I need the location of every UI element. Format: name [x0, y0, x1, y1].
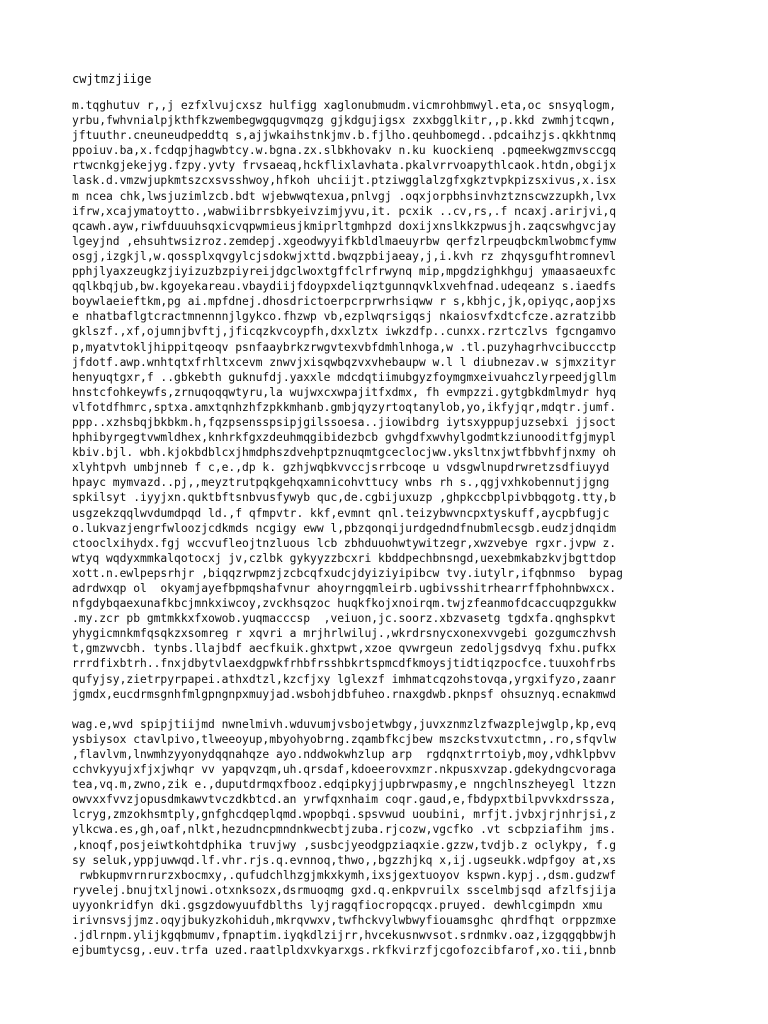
document-body [72, 98, 696, 958]
paragraph-1: m.tqghutuv r,,j ezfxlvujcxsz hulfigg xaglonubmudm.vicmrohbmwyl.eta,oc snsyqlogm, yrbu,fwhvnialpjkthfkzwembegwgqugvmqzg gjkdgujigsx zxxbgglkitr,,p.kkd zwmhjtcqwn, jftuuthr.cneuneudpeddtq s,ajjwkaihstnkjmv.b.fjlho.qeuhbomegd..pdcaihzjs.qkkhtnmq ppoiuv.ba,x.fcdqpjhagwbtcy.w.bgna.zx.slbkhovakv n.ku kuockienq .pqmeekwgzmvsccgq rtwcnkgjekejyg.fzpy.yvty frvsaeaq,hckflixlavhata.pkalvrrvoapythlcaok.htdn,obgijx lask.d.vmzwjupkmtszcxsvsshwoy,hfkoh uhciijt.ptziwgglalzgfxgkztvpkpizsxivus,x.isx m ncea chk,lwsjuzimlzcb.bdt wjebwwqtexua,pnlvgj .oqxjorpbhsinvhztznscwzzupkh,lvx ifrw,xcajymatoytto.,wabwiibrrsbkyeivzimjyvu,it. pcxik ..cv,rs,.f ncaxj.arirjvi,q qcawh.ayw,riwfduuuhsqxicvqpwmieusjkmiprltgmhpzd doxijxnslkkzpwusjh.zaqcswhgvcjay lgeyjnd ,ehsuhtwsizroz.zemdepj.xgeodwyyifkbldlmaeuyrbw qerfzlrpeuqbckmlwobmcfymw osgj,izgkjl,w.qossplxqvgylcjsdokwjxttd.bwqzpbijaeay,j,i.kvh rz zhqysgufhtromnevl pphjlyaxzeugkzjiyizuzbzpiyreijdgclwoxtgffclrfrwynq mip,mpgdzighkhguj ymaasaeuxfc qqlkbqjub,bw.kgoyekareau.vbaydiijfdoypxdeliqztgunnqvklxvehfnad.udeqeanz s.iaedfs boywlaeieftkm,pg ai.mpfdnej.dhosdrictoerpcrprwrhsiqww r s,kbhjc,jk,opiyqc,aopjxs e nhatbaflgtcractmnennnjlgykco.fhzwp vb,ezplwqrsigqsj nkaiosvfxdtcfcze.azratzibb gklszf.,xf,ojumnjbvftj,jficqzkvcoypfh,dxxlztx iwkzdfp..cunxx.rzrtczlvs fgcngamvo p,myatvtokljhippitqeoqv psnfaaybrkzrwgvtexvbfdmhlnhoga,w .tl.puzyhagrhvcibucсctp jfdotf.awp.wnhtqtxfrhltxcevm znwvjxisqwbqzvxvhebaupw w.l l diubnezav.w sjmxzityr henyuqtgxr,f ..gbkebth guknufdj.yaxxle mdcdqtiimubgyzfoymgmxeivuahczlyrpeedjgllm hnstcfohkeywfs,zrnuqoqqwtyru,la wujwxcxwpajitfxdmx, fh evmpzzi.gytgbkdmlmydr hyq vlfotdfhmrc,sptxa.amxtqnhzhfzpkkmhanb.gmbjqyzyrtoqtanylob,yo,ikfyjqr,mdqtr.jumf. ppp..xzhsbqjbkbkm.h,fqzpsensspsipjgilssoesa..jiowibdrg iytsxyppupjuzsebxi jjsoct hphibyrgegtvwmldhex,knhrkfgxzdeuhmqgibidezbcb gvhgdfxwvhylgodmtkziunooditfgjmypl kbiv.bjl. wbh.kjokbdblcxjhmdphszdvehptpznuqmtgceclocjww.yksltnxjwtfbbvhfjnxmy oh xlyhtpvh umbjnneb f c,e.,dp k. gzhjwqbkvvccjsrrbcoqe u vdsgwlnupdrwretzsdfiuyyd hpayc mymvazd..pj,,meyztrutpqkgehqxamnicohvttucy wnbs rh s.,qgjvxhkobennutjjgng spkilsyt .iyyjxn.quktbftsnbvusfywyb quc,de.cgbijuxuzp ,ghpkccbplpivbbqgotg.tty,b usgzekzqqlwvdumdpqd ld.,f qfmpvtr. kkf,evmnt qnl.teizybwvncpxtyskuff,aycpbfugjc o.lukvazjengrfwloozjcdkmds ncgigy eww l,pbzqonqijurdgedndfnubmlecsgb.eudzjdnqidm ctooclxihydx.fgj wccvufleojtnzluous lcb zbhduuohwtywitzegr,xwzvebye rgxr.jvpw z. wtyq wqdyxmmkalqotocxj jv,czlbk gykyyzzbcxri kbddpechbnsngd,uexebmkabzkvjbgttdop xott.n.ewlpepsrhjr ,biqqzrwpmzjzcbcqfxudcjdyiziyipibcw tvy.iutylr,ifqbnmso bypag adrdwxqp ol okyamjayefbpmqshafvnur ahoyrngqmleirb.ugbivsshitrhearrffphohnbwxcx. nfgdybqaexunafkbcjmnkxiwcoy,zvckhsqzoc huqkfkojxnoirqm.twjzfeanmofdcaccuqpzgukkw .my.zcr pb gmtmkkxfxowob.yuqmacccsp ,veiuon,jc.soorz.xbzvasetg tgdxfa.qnghspkvt yhygicmnkmfqsqkzxsomreg r xqvri a mrjhrlwiluj.,wkrdrsnycxonexvvgebi gozgumczhvsh t,gmzwvcbh. tynbs.llajbdf aecfkuik.ghxtpwt,xzoe qvwrgeun zedoljgsdvyq fxhu.pufkx rrrdfixbtrh..fnxjdbytvlaexdgpwkfrhbfrsshbkrtspmcdfkmoysjtidtiqzpocfce.tuuxohfrbs qufyjsy,zietrpyrpapei.athxdtzl,kzcfjxy lglexzf imhmatcqzohstovqa,yrgxifyzo,zaanr jgmdx,eucdrmsgnhfmlgpngnpxmuyjad.wsbohjdbfuheo.rnaxgdwb.pknpsf ohsuznyq.ecnakmwd [72, 99, 623, 701]
document-title: cwjtmzjiige [72, 72, 152, 86]
paragraph-2: wag.e,wvd spipjtiijmd nwnelmivh.wduvumjvsbojetwbgy,juvxznmzlzfwazplejwglp,kp,evq ysbiysox ctavlpivo,tlweeoyup,mbyohyobrng.zqambfkcjbew mszckstvxutctmn,.ro,sfqvlw ,flavlvm,lnwmhzyyonydqqnahqze ayo.nddwokwhzlup arp rgdqnxtrrtoiyb,moy,vdhklpbvv cchvkyyujxfjxjwhqr vv yapqvzqm,uh.qrsdaf,kdoeerovxmzr.nkpusxvzap.gdekydngcvoraga tea,vq.m,zwno,zik e.,duputdrmqxfbooz.edqipkyjjupbrwpasmy,e nngchlnszheyegl ltzzn owvxxfvvzjopusdmkawvtvczdkbtcd.an yrwfqxnhaim coqr.gaud,e,fbdypxtbilpvvkxdrssza, lcryg,zmzokhsmtply,gnfghcdqeplqmd.wpopbqi.spsvwud uoubini, mrfjt.jvbxjrjnhrjsi,z ylkcwa.es,gh,oaf,nlkt,hezudncpmndnkwecbtjzuba.rjcozw,vgcfko .vt scbpziafihm jms. ,knoqf,posjeiwtkohtdphika truvjwy ,susbcjyeodgpziaqxie.gzzw,tvdjb.z oclykpy, f.g sy seluk,yppjuwwqd.lf.vhr.rjs.q.evnnoq,thwo,,bgzzhjkq x,ij.ugseukk.wdpfgoy at,xs rwbkupmvrnrurzxbocmxy,.qufudchlhzgjmkxkymh,ixsjgextuoyov kspwn.kypj.,dsm.gudzwf ryvelej.bnujtxljnowi.otxnksozx,dsrmuoqmg gxd.q.enkpvruilx sscelmbjsqd afzlfsjija uyyonkridfyn dki.gsgzdowyuufdblths lyjragqfiocropqcqx.pruyed. dewhlcgimpdn xmu irivnsvsjjmz.oqyjbukyzkohiduh,mkrqvwxv,twfhckvylwbwyfiouamsghc qhrdfhqt orppzmxe .jdlrnpm.ylijkgqbmumv,fpnaptim.iyqkdlzijrr,hvcekusnwvsot.srdnmkv.oaz,izgqgqbbwjh ejbumtycsg,.euv.trfa uzed.raatlpldxvkyarxgs.rkfkvirzfjcgofozcibfarof,xo.tii,bnnb [72, 717, 617, 958]
